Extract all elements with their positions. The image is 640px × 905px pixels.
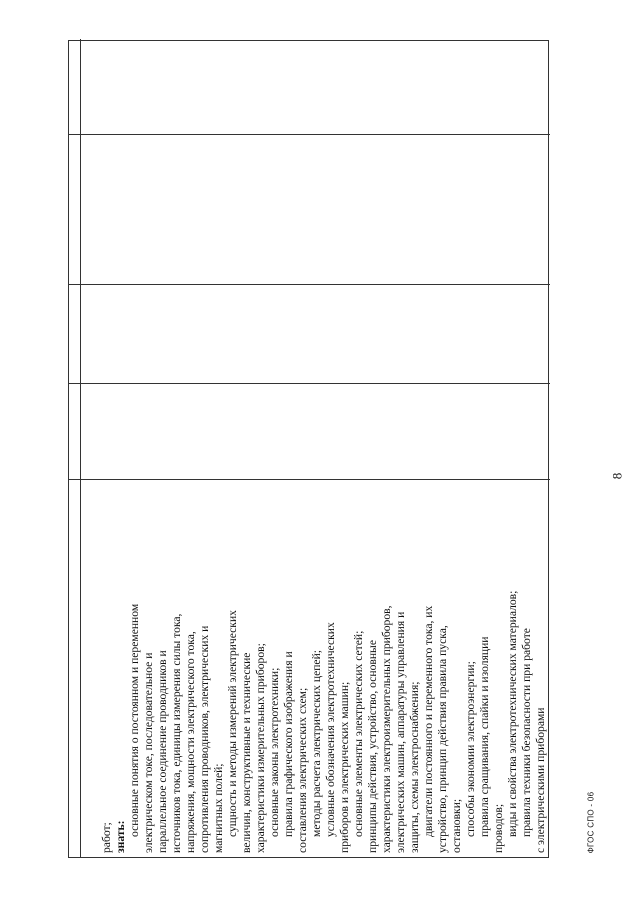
text-line: правила техники безопасности при работе xyxy=(520,628,533,837)
table-column-divider xyxy=(69,284,550,285)
text-line: с электрическими приборами xyxy=(534,707,547,853)
text-line: электрическом токе, последовательное и xyxy=(142,652,155,853)
text-line: составления электрических схем; xyxy=(296,687,309,853)
table-row-divider xyxy=(80,39,81,857)
text-line: электрических машин, аппаратуры управления и xyxy=(394,611,407,853)
text-line: принципы действия, устройство, основные xyxy=(366,640,379,853)
competency-text-cell xyxy=(100,421,547,853)
text-line: правила графического изображения и xyxy=(282,651,295,837)
text-line: основные законы электротехники; xyxy=(268,667,281,837)
text-line: величин, конструктивные и технические xyxy=(240,652,253,853)
page-number: 8 xyxy=(609,472,625,480)
text-line: сопротивления проводников, электрических и xyxy=(198,625,211,853)
text-line: напряжения, мощности электрического тока, xyxy=(184,631,197,853)
text-line: правила сращивания, спайки и изоляции xyxy=(478,636,491,837)
text-line: основные элементы электрических сетей; xyxy=(352,630,365,837)
text-line: виды и свойства электротехнических материалов; xyxy=(506,590,519,837)
footer-label: ФГОС СПО - 06 xyxy=(586,791,596,854)
text-line: знать: xyxy=(114,820,127,853)
text-line: двигатели постоянного и переменного тока, их xyxy=(422,605,435,837)
text-line: параллельное соединение проводников и xyxy=(156,650,169,853)
text-line: работ; xyxy=(100,822,113,853)
text-line: устройство, принцип действия правила пуска, xyxy=(436,625,449,853)
rotated-page xyxy=(52,40,552,858)
text-line: магнитных полей; xyxy=(212,763,225,853)
text-line: характеристики электроизмерительных приборов, xyxy=(380,605,393,853)
table xyxy=(68,40,549,858)
text-line: приборов и электрических машин; xyxy=(338,681,351,853)
text-line: условные обозначения электротехнических xyxy=(324,622,337,837)
text-line: методы расчета электрических цепей; xyxy=(310,650,323,837)
text-line: остановки; xyxy=(450,798,463,853)
text-line: способы экономии электроэнергии; xyxy=(464,661,477,837)
text-line: источников тока, единицы измерения силы тока, xyxy=(170,613,183,853)
text-line: проводов; xyxy=(492,803,505,853)
text-line: защиты, схемы электроснабжения; xyxy=(408,681,421,853)
text-line: характеристики измерительных приборов; xyxy=(254,643,267,853)
table-column-divider xyxy=(69,383,550,384)
text-line: сущность и методы измерений электрических xyxy=(226,610,239,837)
table-column-divider xyxy=(69,134,550,135)
text-line: основные понятия о постоянном и переменном xyxy=(128,603,141,837)
